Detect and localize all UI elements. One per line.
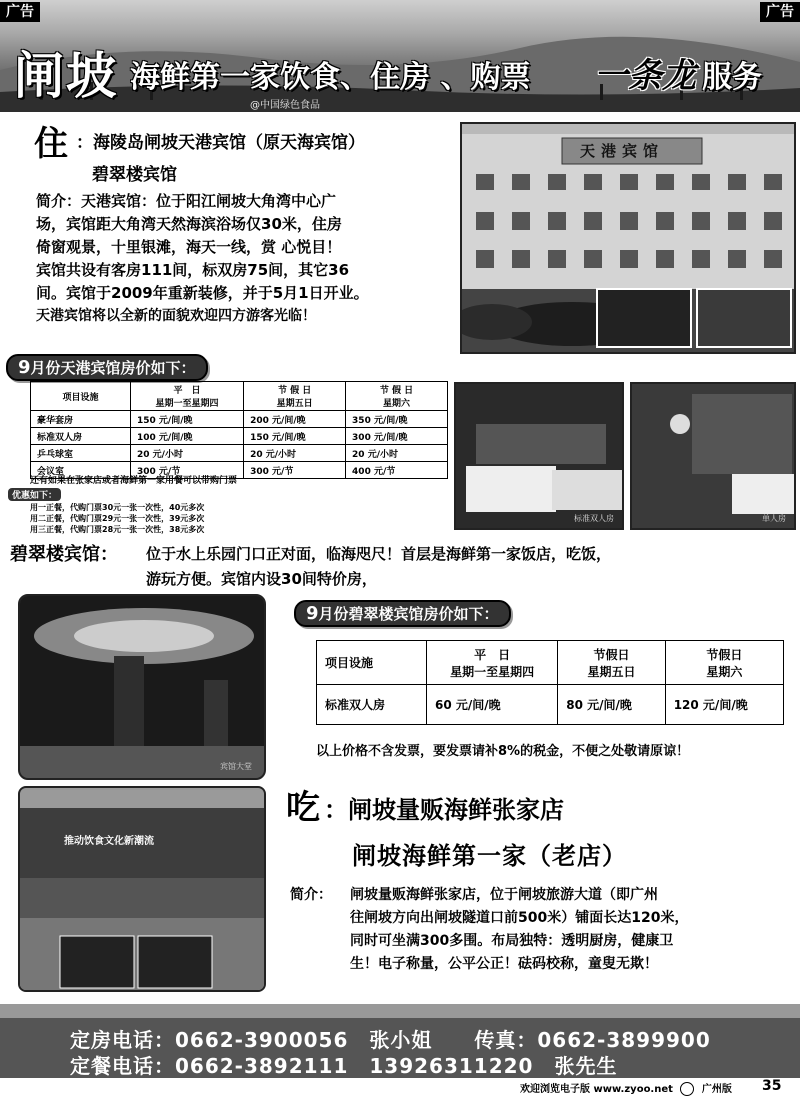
intro-line: 间。宾馆于2009年重新装修，并于5月1日开业。 bbox=[36, 284, 369, 302]
table-cell: 300 元/间/晚 bbox=[346, 428, 448, 445]
bicui-desc-line1: 位于水上乐园门口正对面，临海咫尺！首层是海鲜第一家饭店，吃饭， bbox=[146, 545, 612, 563]
table-cell: 20 元/小时 bbox=[131, 445, 244, 462]
shop-sign-text: 推动饮食文化新潮流 bbox=[64, 836, 154, 847]
site-url: 欢迎浏览电子版 www.zyoo.net bbox=[520, 1084, 673, 1095]
logo-icon bbox=[680, 1082, 694, 1096]
intro-line: 简介：天港宾馆：位于阳江闸坡大角湾中心广 bbox=[36, 192, 337, 210]
stay-intro bbox=[36, 190, 456, 328]
intro-line: 同时可坐满300多围。布局独特：透明厨房，健康卫 bbox=[350, 933, 674, 949]
table-header-cell: 平 日 星期一至星期四 bbox=[427, 641, 558, 685]
brand-title: 闸坡 bbox=[14, 47, 118, 105]
bicui-price-label bbox=[294, 600, 511, 627]
hotel-night-inset bbox=[596, 288, 692, 348]
discount-item: 用二正餐，代购门票29元一张一次性，39元多次 bbox=[30, 514, 205, 523]
intro-line: 倚窗观景，十里银滩，海天一线，赏 心悦目！ bbox=[36, 238, 342, 256]
table-cell: 300 元/节 bbox=[244, 462, 346, 479]
table-cell: 350 元/间/晚 bbox=[346, 411, 448, 428]
bicui-title: 碧翠楼宾馆： bbox=[10, 544, 118, 565]
tax-note: 以上价格不含发票，要发票请补8%的税金，不便之处敬请原谅！ bbox=[316, 744, 690, 759]
table-cell: 豪华套房 bbox=[31, 411, 131, 428]
room-beds-image bbox=[456, 384, 624, 530]
table-cell: 标准双人房 bbox=[317, 685, 427, 725]
tiangang-price-table bbox=[30, 381, 448, 479]
contact-footer bbox=[0, 1018, 800, 1078]
table-header-cell: 项目设施 bbox=[31, 382, 131, 411]
discount-item: 用一正餐，代购门票30元一张一次性，40元多次 bbox=[30, 503, 205, 512]
intro-line: 闸坡量贩海鲜张家店，位于闸坡旅游大道（即广州 bbox=[350, 887, 658, 903]
restaurant-street-image bbox=[20, 788, 266, 992]
ad-label-left: 广告 bbox=[0, 2, 40, 22]
banner-caption: @中国绿色食品 bbox=[250, 100, 320, 111]
stay-hotel-name-1: ：海陵岛闸坡天港宾馆（原天海宾馆） bbox=[76, 133, 365, 153]
table-header-row bbox=[31, 382, 448, 411]
intro-line: 天港宾馆将以全新的面貌欢迎四方游客光临！ bbox=[36, 308, 316, 324]
hotel-sign-text: 天港宾馆 bbox=[580, 142, 665, 160]
table-header-cell: 项目设施 bbox=[317, 641, 427, 685]
tiangang-price-label bbox=[6, 354, 208, 381]
standard-room-photo bbox=[454, 382, 624, 530]
table-row bbox=[31, 428, 448, 445]
table-cell: 120 元/间/晚 bbox=[665, 685, 783, 725]
table-cell: 20 元/小时 bbox=[244, 445, 346, 462]
single-room-photo bbox=[630, 382, 796, 530]
table-cell: 400 元/节 bbox=[346, 462, 448, 479]
intro-line: 生！电子称量，公平公正！砝码校称，童叟无欺！ bbox=[350, 956, 658, 972]
dining-phone-line: 定餐电话：0662-3892111 13926311220 张先生 bbox=[70, 1054, 618, 1078]
table-cell: 20 元/小时 bbox=[346, 445, 448, 462]
table-header-cell: 节假日 星期五日 bbox=[558, 641, 665, 685]
table-cell: 会议室 bbox=[31, 462, 131, 479]
bicui-desc-line2: 游玩方便。宾馆内设30间特价房， bbox=[146, 570, 377, 588]
tagline-main: 海鲜第一家饮食、住房 、购票 bbox=[130, 60, 531, 95]
table-cell: 80 元/间/晚 bbox=[558, 685, 665, 725]
table-cell: 100 元/间/晚 bbox=[131, 428, 244, 445]
intro-line: 往闸坡方向出闸坡隧道口前500米）铺面长达120米， bbox=[350, 910, 689, 926]
room-single-image bbox=[632, 384, 796, 530]
eat-intro-label: 简介： bbox=[290, 887, 332, 903]
table-row bbox=[317, 685, 784, 725]
discount-title: 优惠如下： bbox=[8, 488, 61, 501]
table-header-cell: 节 假 日 星期六 bbox=[346, 382, 448, 411]
table-cell: 150 元/间/晚 bbox=[244, 428, 346, 445]
tagline-highlight: 一条龙 bbox=[594, 56, 696, 96]
lobby-interior-image bbox=[20, 596, 266, 780]
table-header-cell: 节 假 日 星期五日 bbox=[244, 382, 346, 411]
table-header-row bbox=[317, 641, 784, 685]
table-cell: 标准双人房 bbox=[31, 428, 131, 445]
lobby-caption: 宾馆大堂 bbox=[220, 762, 252, 771]
booking-phone-line: 定房电话：0662-3900056 张小姐 传真：0662-3899900 bbox=[70, 1028, 711, 1052]
footer-stripe bbox=[0, 1004, 800, 1018]
table-cell: 乒乓球室 bbox=[31, 445, 131, 462]
page-number: 35 bbox=[762, 1078, 782, 1094]
restaurant-name-2: 闸坡海鲜第一家（老店） bbox=[352, 842, 627, 870]
restaurant-name-1: ：闸坡量贩海鲜张家店 bbox=[324, 796, 564, 824]
table-cell: 300 元/节 bbox=[131, 462, 244, 479]
bicui-price-table bbox=[316, 640, 784, 725]
intro-line: 场，宾馆距大角湾天然海滨浴场仅30米，住房 bbox=[36, 215, 342, 233]
intro-line: 宾馆共设有客房111间，标双房75间，其它36 bbox=[36, 261, 350, 279]
table-cell: 200 元/间/晚 bbox=[244, 411, 346, 428]
lobby-photo bbox=[18, 594, 266, 780]
meal-ticket-note: 还有如果在张家店或者海鲜第一家用餐可以带购门票 bbox=[30, 476, 238, 486]
eat-intro bbox=[350, 884, 790, 976]
room-caption: 标准双人房 bbox=[574, 514, 614, 523]
stay-title: 住 bbox=[34, 124, 68, 164]
discount-item: 用三正餐，代购门票28元一张一次性，38元多次 bbox=[30, 525, 205, 534]
table-header-cell: 节假日 星期六 bbox=[665, 641, 783, 685]
table-header-cell: 平 日 星期一至星期四 bbox=[131, 382, 244, 411]
eat-title: 吃 bbox=[286, 788, 320, 828]
hotel-exterior-photo bbox=[460, 122, 796, 354]
discount-list bbox=[30, 502, 204, 535]
room-caption: 单人房 bbox=[762, 514, 786, 523]
site-footer bbox=[520, 1080, 732, 1096]
table-cell: 60 元/间/晚 bbox=[427, 685, 558, 725]
ad-label-right: 广告 bbox=[760, 2, 800, 22]
restaurant-photo bbox=[18, 786, 266, 992]
table-cell: 150 元/间/晚 bbox=[131, 411, 244, 428]
table-row bbox=[31, 445, 448, 462]
stay-hotel-name-2: 碧翠楼宾馆 bbox=[92, 165, 177, 185]
table-row bbox=[31, 411, 448, 428]
tiangang-price-pill: 9月份天港宾馆房价如下： bbox=[6, 354, 208, 381]
edition-label: 广州版 bbox=[701, 1084, 732, 1095]
tagline-end: 服务 bbox=[702, 60, 762, 95]
bicui-price-pill: 9月份碧翠楼宾馆房价如下： bbox=[294, 600, 511, 627]
hotel-lobby-inset bbox=[696, 288, 792, 348]
